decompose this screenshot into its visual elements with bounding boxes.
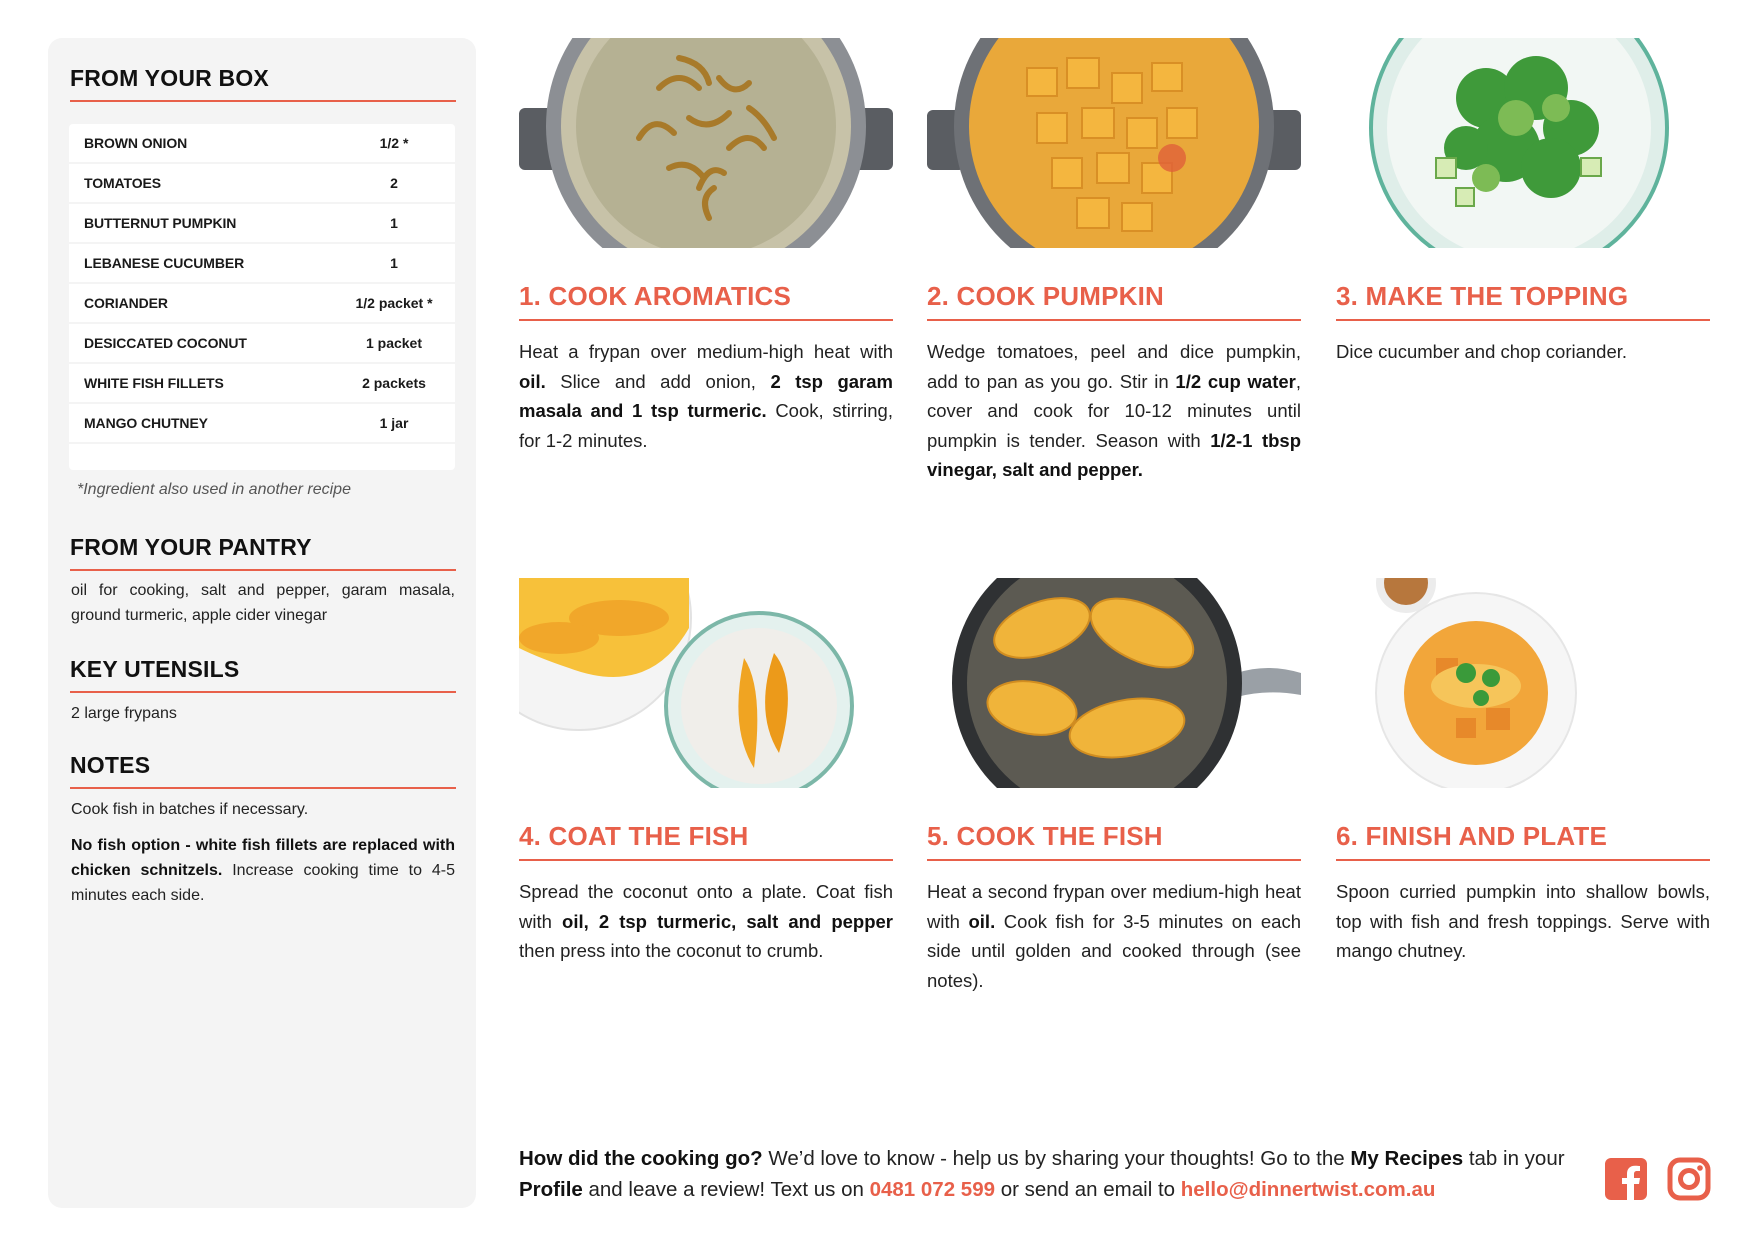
step-1	[519, 38, 893, 455]
text-run: Heat a second frypan over medium-high heat with	[927, 881, 1301, 932]
ingredient-row	[69, 404, 455, 444]
text-run: 1/2 cup water	[1175, 370, 1296, 392]
text-run: Cook fish for 3-5 minutes on each side until golden and cooked through (see notes).	[927, 910, 1301, 991]
step-5-title: 5. COOK THE FISH	[927, 821, 1301, 861]
text-run: Spread the coconut onto a plate. Coat fish with	[519, 881, 893, 932]
pan-with-fried-onion-icon	[519, 38, 893, 248]
no-fish-option-rest: Increase cooking time to 4-5 minutes each side.	[71, 862, 455, 904]
step-4-text	[519, 877, 893, 966]
utensils-text: 2 large frypans	[71, 705, 177, 722]
step-3	[1336, 38, 1710, 367]
text-run: oil, 2 tsp turmeric, salt and pepper	[562, 910, 894, 932]
text-run: Cook, stirring, for 1-2 minutes.	[519, 400, 893, 451]
step-4	[519, 578, 893, 966]
ingredient-note: *Ingredient also used in another recipe	[77, 481, 351, 498]
notes-text: Cook fish in batches if necessary.	[71, 801, 309, 818]
from-your-pantry-heading: FROM YOUR PANTRY	[70, 534, 456, 571]
ingredient-name: MANGO CHUTNEY	[84, 415, 208, 431]
ingredient-name: LEBANESE CUCUMBER	[84, 255, 245, 271]
instagram-icon[interactable]	[1666, 1156, 1712, 1202]
step-6	[1336, 578, 1710, 966]
notes-heading: NOTES	[70, 752, 456, 789]
ingredients-sidebar	[48, 38, 476, 1208]
text-run: , cover and cook for 10-12 minutes until pumpkin is tender. Season with	[927, 370, 1302, 451]
ingredient-name: DESICCATED COCONUT	[84, 335, 247, 351]
step-4-title: 4. COAT THE FISH	[519, 821, 893, 861]
text-run: My Recipes	[1350, 1147, 1464, 1170]
step-6-text	[1336, 877, 1710, 966]
ingredient-name: WHITE FISH FILLETS	[84, 375, 224, 391]
ingredient-name: TOMATOES	[84, 175, 161, 191]
text-run: Wedge tomatoes, peel and dice pumpkin, add to pan as you go. Stir in	[927, 341, 1301, 392]
ingredient-name: CORIANDER	[84, 295, 168, 311]
ingredient-quantity: 1 packet	[365, 335, 423, 351]
step-5	[927, 578, 1301, 995]
step-2	[927, 38, 1301, 485]
contact-link[interactable]: hello@dinnertwist.com.au	[1180, 1178, 1436, 1201]
text-run: Dice cucumber and chop coriander.	[1336, 341, 1628, 362]
ingredient-quantity: 2	[390, 175, 398, 191]
ingredient-row	[69, 364, 455, 404]
plates-with-fish-and-coconut-icon	[519, 578, 893, 788]
contact-link[interactable]: 0481 072 599	[869, 1178, 995, 1201]
key-utensils-heading: KEY UTENSILS	[70, 656, 456, 693]
feedback-text	[519, 1143, 1579, 1205]
ingredient-quantity: 2 packets	[362, 375, 426, 391]
pantry-text: oil for cooking, salt and pepper, garam masala, ground turmeric, apple cider vinegar	[71, 582, 455, 624]
ingredient-quantity: 1	[390, 255, 398, 271]
text-run: and leave a review! Text us on	[582, 1178, 870, 1201]
text-run: Profile	[519, 1178, 583, 1201]
text-run: 2 tsp garam masala and 1 tsp turmeric.	[519, 370, 893, 421]
text-run: tab in your	[1463, 1147, 1565, 1170]
pan-with-crumbed-fish-icon	[927, 578, 1301, 788]
ingredient-row	[69, 164, 455, 204]
no-fish-option-note	[71, 833, 455, 908]
ingredient-quantity: 1/2 packet *	[355, 295, 433, 311]
step-3-title: 3. MAKE THE TOPPING	[1336, 281, 1710, 321]
text-run: Slice and add onion,	[545, 370, 771, 392]
text-run: Heat a frypan over medium-high heat with	[519, 341, 893, 362]
step-6-title: 6. FINISH AND PLATE	[1336, 821, 1710, 861]
ingredient-table	[69, 124, 455, 470]
step-3-text	[1336, 337, 1710, 367]
facebook-icon[interactable]	[1603, 1156, 1649, 1202]
bowl-of-cucumber-coriander-icon	[1336, 38, 1710, 248]
ingredient-row	[69, 284, 455, 324]
from-your-box-heading: FROM YOUR BOX	[70, 65, 456, 102]
ingredient-row	[69, 204, 455, 244]
ingredient-name: BROWN ONION	[84, 135, 188, 151]
ingredient-quantity: 1	[390, 215, 398, 231]
text-run: 1/2-1 tbsp vinegar, salt and pepper.	[927, 429, 1301, 480]
text-run: How did the cooking go?	[519, 1147, 763, 1170]
step-5-text	[927, 877, 1301, 995]
ingredient-quantity: 1/2 *	[379, 135, 409, 151]
ingredient-name: BUTTERNUT PUMPKIN	[84, 215, 237, 231]
step-1-text	[519, 337, 893, 455]
text-run: oil.	[968, 910, 996, 932]
text-run: oil.	[519, 370, 546, 392]
text-run: then press into the coconut to crumb.	[519, 940, 824, 961]
plated-curry-dish-icon	[1336, 578, 1710, 788]
step-2-title: 2. COOK PUMPKIN	[927, 281, 1301, 321]
ingredient-row	[69, 124, 455, 164]
text-run: We’d love to know - help us by sharing your thoughts! Go to the	[762, 1147, 1351, 1170]
pan-with-pumpkin-icon	[927, 38, 1301, 248]
step-1-title: 1. COOK AROMATICS	[519, 281, 893, 321]
ingredient-quantity: 1 jar	[379, 415, 409, 431]
ingredient-row	[69, 324, 455, 364]
text-run: Spoon curried pumpkin into shallow bowls, top with fish and fresh toppings. Serve with mango chutney.	[1336, 881, 1710, 961]
step-2-text	[927, 337, 1301, 485]
no-fish-option-bold: No fish option - white fish fillets are replaced with chicken schnitzels.	[71, 837, 455, 879]
text-run: or send an email to	[995, 1178, 1181, 1201]
ingredient-row	[69, 244, 455, 284]
